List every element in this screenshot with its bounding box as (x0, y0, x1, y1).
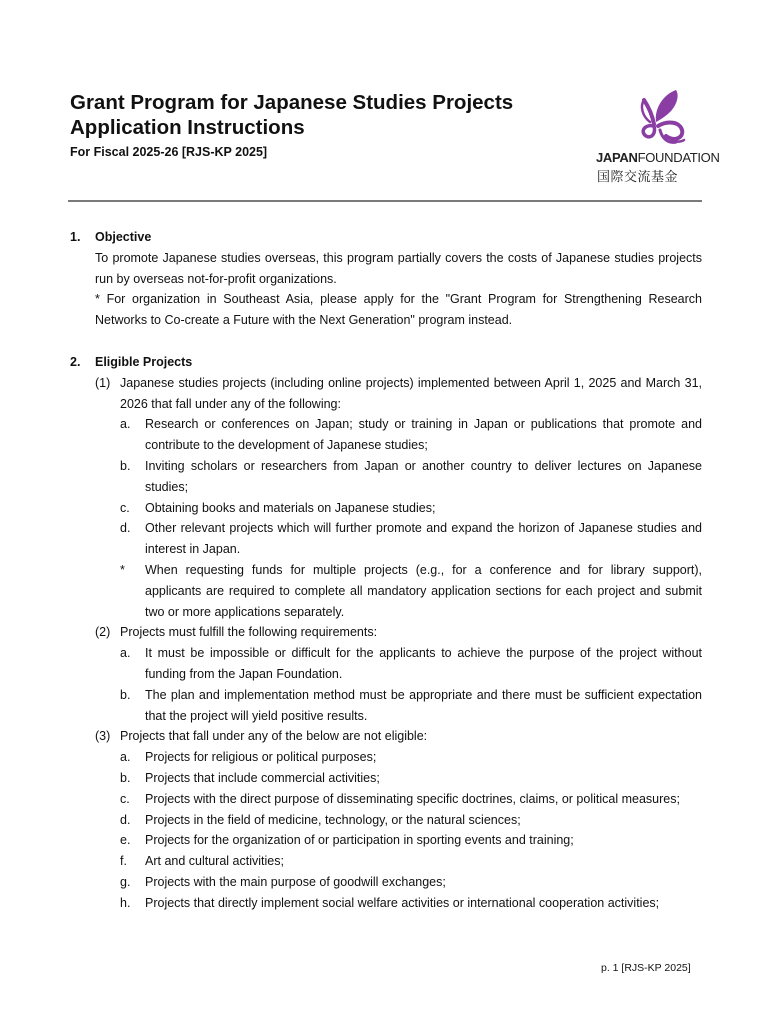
page-title (70, 90, 513, 140)
sub-list-item (120, 456, 702, 498)
sub-list-item (120, 851, 702, 872)
sub-list-text: Projects that include commercial activities; (145, 770, 380, 785)
sub-list-marker: * (120, 562, 125, 577)
logo-text-japan: JAPAN (596, 150, 638, 165)
section-title: Objective (95, 230, 152, 244)
sub-list-item (120, 810, 702, 831)
logo-text-foundation: FOUNDATION (637, 150, 720, 165)
logo-text-japanese: 国際交流基金 (597, 169, 679, 184)
sub-list-item (120, 893, 702, 914)
title-line-2: Application Instructions (70, 116, 305, 139)
sub-list-marker: c. (120, 500, 130, 515)
sub-list-item (120, 685, 702, 727)
sub-list-text: Projects for the organization of or participation in sporting events and training; (145, 833, 574, 848)
sub-list-text: It must be impossible or difficult for the applicants to achieve the purpose of the project without funding from the Japan Foundation. (145, 646, 702, 681)
section-eligible-projects (70, 352, 702, 914)
sub-list-marker: a. (120, 646, 131, 661)
list-text: Japanese studies projects (including online projects) implemented between April 1, 2025 and March 31, 2026 that fall under any of the following: (120, 375, 702, 411)
sub-list-marker: h. (120, 895, 131, 910)
sub-list-text: Research or conferences on Japan; study or training in Japan or publications that promote and contribute to the development of Japanese studies; (145, 417, 702, 453)
list-marker: (2) (95, 625, 111, 640)
sub-list-marker: d. (120, 812, 131, 827)
section-objective (70, 227, 702, 331)
sub-list-marker: a. (120, 417, 131, 432)
section-heading (70, 227, 702, 248)
sub-list-text: Projects with the direct purpose of disseminating specific doctrines, claims, or political measures; (145, 791, 680, 806)
sub-list-text: The plan and implementation method must be appropriate and there must be sufficient expectation that the project will yield positive results. (145, 687, 702, 723)
sub-list-item (120, 872, 702, 893)
sub-list-text: When requesting funds for multiple projects (e.g., for a conference and for library support), applicants are required to complete all mandatory application sections for each project and submit two or more applications separately. (145, 562, 702, 619)
list-item (95, 726, 702, 747)
sub-list-marker: e. (120, 833, 131, 848)
page-footer: p. 1 [RJS-KP 2025] (601, 962, 691, 974)
sub-list-marker: f. (120, 854, 127, 869)
sub-list-marker: b. (120, 458, 131, 473)
sub-list-item (120, 498, 702, 519)
sub-list-text: Projects that directly implement social welfare activities or international cooperation activities; (145, 895, 660, 910)
sub-list-marker: b. (120, 770, 131, 785)
document-body (70, 227, 702, 935)
sub-list-item (120, 789, 702, 810)
sub-list-text: Projects for religious or political purposes; (145, 750, 377, 765)
sub-list-item (120, 414, 702, 456)
header-divider (68, 200, 702, 202)
section-number: 2. (70, 354, 81, 369)
sub-list-text: Projects in the field of medicine, technology, or the natural sciences; (145, 812, 521, 827)
logo-text-english (596, 150, 720, 165)
paragraph: To promote Japanese studies overseas, this program partially covers the costs of Japanese studies projects run by overseas not-for-profit organizations. (95, 250, 702, 286)
sub-list-marker: c. (120, 791, 130, 806)
sub-list-item (120, 768, 702, 789)
sub-list-marker: d. (120, 521, 131, 536)
sub-list-marker: a. (120, 750, 131, 765)
fiscal-subtitle: For Fiscal 2025-26 [RJS-KP 2025] (70, 145, 268, 159)
sub-list-marker: g. (120, 874, 131, 889)
sub-list-item (120, 560, 702, 622)
sub-list-marker: b. (120, 687, 131, 702)
list-marker: (3) (95, 729, 111, 744)
title-line-1: Grant Program for Japanese Studies Projects (70, 91, 514, 114)
sub-list-text: Obtaining books and materials on Japanese studies; (145, 500, 436, 515)
list-text: Projects must fulfill the following requirements: (120, 625, 378, 640)
sub-list-item (120, 830, 702, 851)
list-text: Projects that fall under any of the below are not eligible: (120, 729, 428, 744)
list-marker: (1) (95, 375, 111, 390)
list-item (95, 622, 702, 643)
section-heading (70, 352, 702, 373)
list-item (95, 373, 702, 415)
sub-list-text: Art and cultural activities; (145, 854, 284, 869)
sub-list-item (120, 643, 702, 685)
sub-list-item (120, 518, 702, 560)
section-number: 1. (70, 230, 81, 244)
sub-list-text: Projects with the main purpose of goodwill exchanges; (145, 874, 446, 889)
sub-list-text: Other relevant projects which will further promote and expand the horizon of Japanese studies and interest in Japan. (145, 521, 702, 557)
paragraph-note: * For organization in Southeast Asia, please apply for the "Grant Program for Strengthening Research Networks to Co-create a Future with the Next Generation" program instead. (95, 292, 702, 328)
sub-list-item (120, 747, 702, 768)
section-title: Eligible Projects (95, 354, 193, 369)
sub-list-text: Inviting scholars or researchers from Japan or another country to deliver lectures on Japanese studies; (145, 458, 702, 494)
